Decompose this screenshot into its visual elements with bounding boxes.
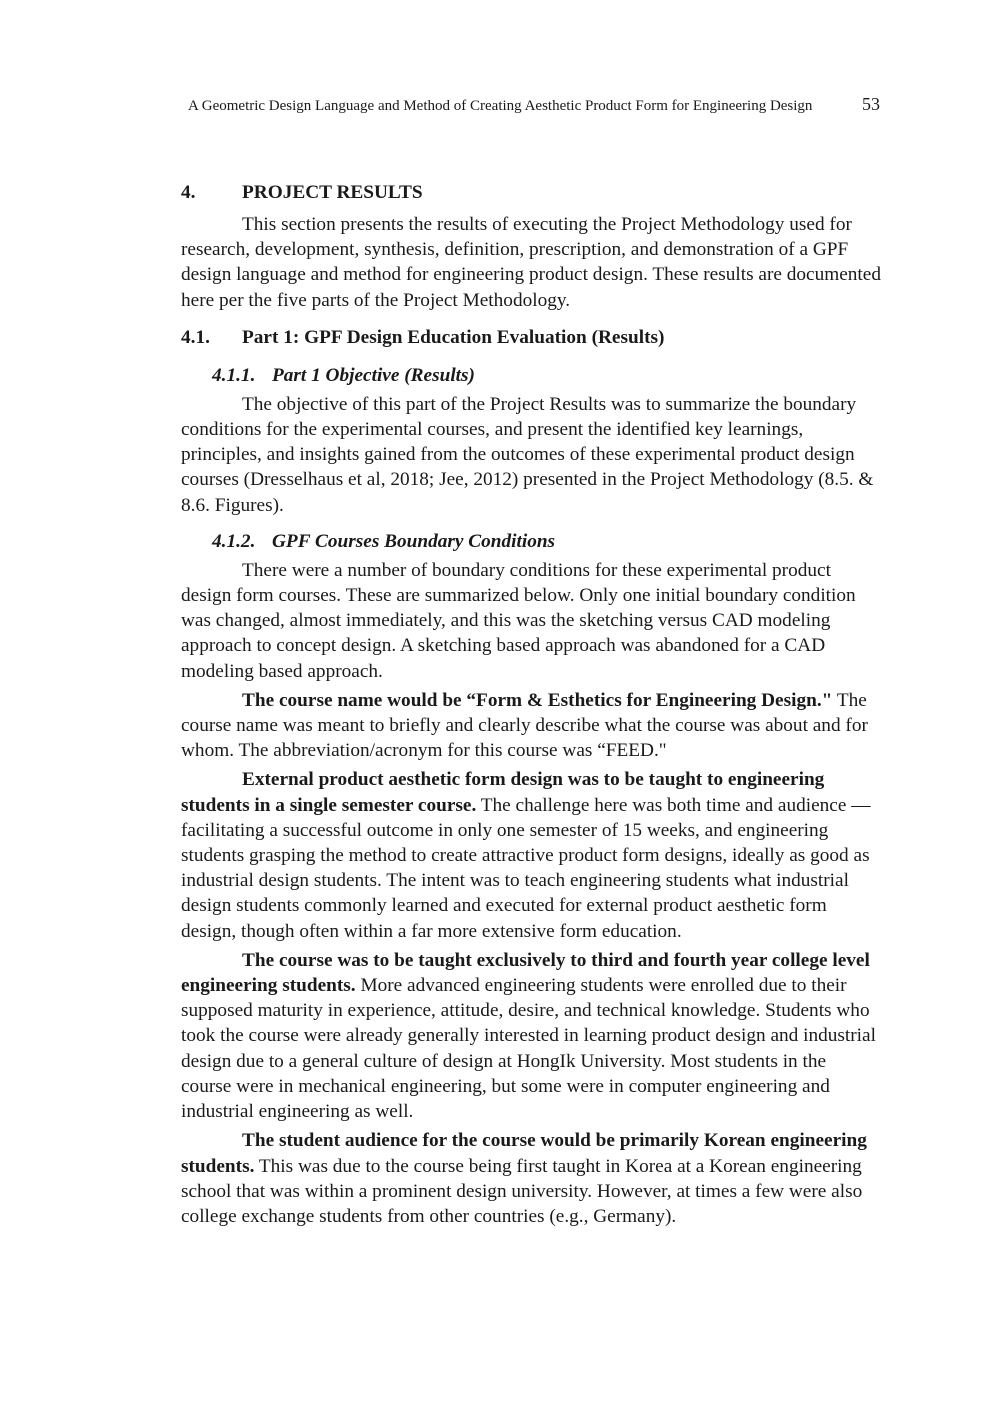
boundary-condition-paragraph: [181, 948, 881, 1124]
objective-paragraph: The objective of this part of the Project Results was to summarize the boundary conditions for the experimental courses, and present the identified key learnings, principles, and insights gained from the outcomes of these experimental product design courses (Dresselhaus et al, 2018; Jee, 2012) presented in the Project Methodology (8.5. & 8.6. Figures).: [181, 393, 874, 516]
boundary-conditions-intro-paragraph: There were a number of boundary conditions for these experimental product design form courses. These are summarized below. Only one initial boundary condition was changed, almost immediately, and this was the sketching versus CAD modeling approach to concept design. A sketching based approach was abandoned for a CAD modeling based approach.: [181, 559, 856, 682]
section-title: Part 1: GPF Design Education Evaluation (Results): [242, 326, 665, 348]
page-content: [181, 180, 881, 1229]
section-number: 4.1.1.: [212, 364, 256, 386]
boundary-condition-paragraph: [181, 688, 881, 764]
section-number: 4.1.: [181, 326, 210, 348]
section-title: PROJECT RESULTS: [242, 182, 423, 203]
boundary-condition-lead: The course was to be taught exclusively to third and fourth year college level engineering students.: [181, 949, 870, 997]
section-heading-4-1-1: [181, 363, 881, 389]
running-header: [188, 96, 880, 116]
running-title: A Geometric Design Language and Method of Creating Aesthetic Product Form for Engineering Design: [188, 98, 813, 114]
section-number: 4.: [181, 182, 196, 203]
boundary-condition-text: This was due to the course being first taught in Korea at a Korean engineering school that was within a prominent design university. However, at times a few were also college exchange students from other countries (e.g., Germany).: [181, 1155, 863, 1227]
section-title: Part 1 Objective (Results): [272, 364, 475, 386]
boundary-condition-text: More advanced engineering students were enrolled due to their supposed maturity in experience, attitude, desire, and technical knowledge. Students who took the course were already generally interested in learning product design and industrial design due to a general culture of design at HongIk University. Most students in the course were in mechanical engineering, but some were in computer engineering and industrial engineering as well.: [181, 975, 876, 1123]
section-heading-4: [181, 180, 881, 206]
section-heading-4-1: [181, 325, 881, 351]
section-number: 4.1.2.: [212, 530, 256, 552]
boundary-condition-lead: The student audience for the course would be primarily Korean engineering students.: [181, 1130, 867, 1177]
boundary-condition-text: The course name was meant to briefly and clearly describe what the course was about and for whom. The abbreviation/acronym for this course was “FEED.": [181, 689, 868, 762]
section-4-intro-paragraph: This section presents the results of executing the Project Methodology used for research, development, synthesis, definition, prescription, and demonstration of a GPF design language and method for engineering product design. These results are documented here per the five parts of the Project Methodology.: [181, 214, 881, 311]
boundary-condition-text: The challenge here was both time and audience —facilitating a successful outcome in only one semester of 15 weeks, and engineering students grasping the method to create attractive product form designs, ideally as good as industrial design students. The intent was to teach engineering students what industrial design students commonly learned and executed for external product aesthetic form design, though often within a far more extensive form education.: [181, 794, 871, 942]
boundary-condition-lead: The course name would be “Form & Esthetics for Engineering Design.": [242, 689, 833, 711]
section-heading-4-1-2: [181, 529, 881, 555]
boundary-condition-paragraph: [181, 1128, 881, 1229]
page-number: 53: [862, 94, 880, 114]
boundary-condition-paragraph: [181, 767, 881, 943]
boundary-condition-lead: External product aesthetic form design was to be taught to engineering students in a single semester course.: [181, 769, 825, 816]
section-title: GPF Courses Boundary Conditions: [272, 530, 556, 552]
